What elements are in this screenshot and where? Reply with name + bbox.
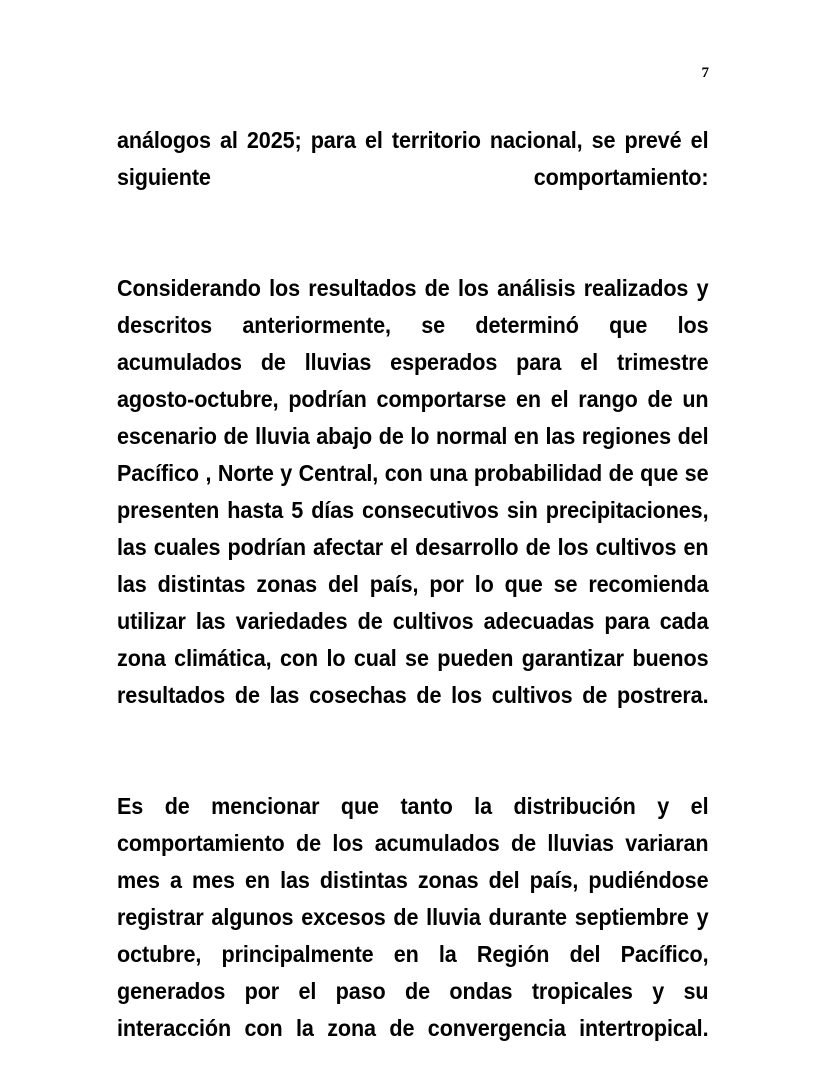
paragraph-monthly-variation: Es de mencionar que tanto la distribución y el comportamiento de los acumulados de lluvias variaran mes a mes en las distintas zonas del país, pudiéndose registrar algunos excesos de lluvia durante septiembre y octubre, principalmente en la Región del Pacífico, generados por el paso de ondas tropicales y su interacción con la zona de convergencia intertropical. — [117, 793, 709, 1041]
page-body-text — [117, 122, 709, 1068]
paragraph-rainfall-forecast: Considerando los resultados de los análisis realizados y descritos anteriormente, se determinó que los acumulados de lluvias esperados para el trimestre agosto-octubre, podrían comportarse en el rango de un escenario de lluvia abajo de lo normal en las regiones del Pacífico , Norte y Central, con una probabilidad de que se presenten hasta 5 días consecutivos sin precipitaciones, las cuales podrían afectar el desarrollo de los cultivos en las distintas zonas del país, por lo que se recomienda utilizar las variedades de cultivos adecuadas para cada zona climática, con lo cual se pueden garantizar buenos resultados de las cosechas de los cultivos de postrera. — [117, 275, 709, 708]
page-number: 7 — [701, 65, 709, 81]
paragraph-continuation: análogos al 2025; para el territorio nacional, se prevé el siguiente comportamiento: — [117, 127, 709, 190]
